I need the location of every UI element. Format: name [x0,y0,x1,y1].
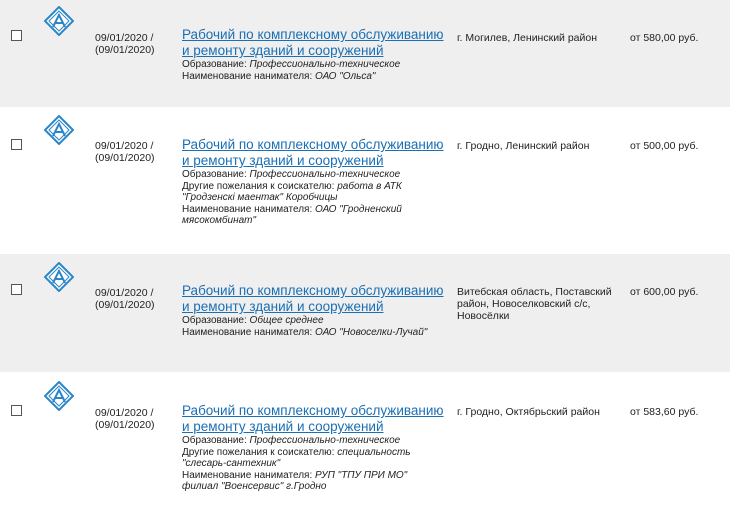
detail-line: Наименование нанимателя: ОАО "Гродненский мясокомбинат" [182,203,402,226]
published-date: 09/01/2020 / [95,287,154,299]
select-checkbox[interactable] [11,284,22,295]
vacancy-salary: от 583,60 руб. [630,406,699,418]
employment-service-logo-icon [44,115,74,145]
detail-line: Наименование нанимателя: РУП "ТПУ ПРИ МО" филиал "Военсервис" г.Гродно [182,469,408,492]
select-checkbox[interactable] [11,139,22,150]
select-checkbox[interactable] [11,405,22,416]
vacancy-location: г. Гродно, Ленинский район [457,140,590,152]
vacancy-location: Витебская область, Поставский район, Новоселковский с/с, Новосёлки [457,286,612,322]
select-checkbox[interactable] [11,30,22,41]
employment-service-logo-icon [44,381,74,411]
detail-line: Другие пожелания к соискателю: работа в АТК "Гродзенскі маентак" Коробчицы [182,180,402,203]
detail-line: Наименование нанимателя: ОАО "Ольса" [182,70,376,82]
updated-date: (09/01/2020) [95,44,155,56]
detail-line: Образование: Профессионально-техническое [182,59,401,70]
vacancy-title-link[interactable]: Рабочий по комплексному обслуживанию и ремонту зданий и сооружений [182,283,444,314]
vacancy-row [0,372,730,516]
updated-date: (09/01/2020) [95,419,155,431]
published-date: 09/01/2020 / [95,32,154,44]
vacancy-location: г. Гродно, Октябрьский район [457,406,600,418]
vacancy-title-link[interactable]: Рабочий по комплексному обслуживанию и ремонту зданий и сооружений [182,27,444,58]
detail-line: Образование: Общее среднее [182,315,324,326]
vacancy-row [0,107,730,254]
updated-date: (09/01/2020) [95,299,155,311]
detail-line: Другие пожелания к соискателю: специальность "слесарь-сантехник" [182,446,411,469]
vacancy-title-link[interactable]: Рабочий по комплексному обслуживанию и ремонту зданий и сооружений [182,137,444,168]
vacancy-row [0,0,730,107]
vacancy-salary: от 500,00 руб. [630,140,699,152]
vacancy-row [0,254,730,372]
vacancy-title-link[interactable]: Рабочий по комплексному обслуживанию и ремонту зданий и сооружений [182,403,444,434]
vacancy-salary: от 580,00 руб. [630,32,699,44]
updated-date: (09/01/2020) [95,152,155,164]
detail-line: Образование: Профессионально-техническое [182,169,401,180]
vacancy-salary: от 600,00 руб. [630,286,699,298]
detail-line: Наименование нанимателя: ОАО "Новоселки-Лучай" [182,326,428,338]
published-date: 09/01/2020 / [95,407,154,419]
employment-service-logo-icon [44,6,74,36]
vacancy-location: г. Могилев, Ленинский район [457,32,598,44]
published-date: 09/01/2020 / [95,140,154,152]
detail-line: Образование: Профессионально-техническое [182,435,401,446]
employment-service-logo-icon [44,262,74,292]
